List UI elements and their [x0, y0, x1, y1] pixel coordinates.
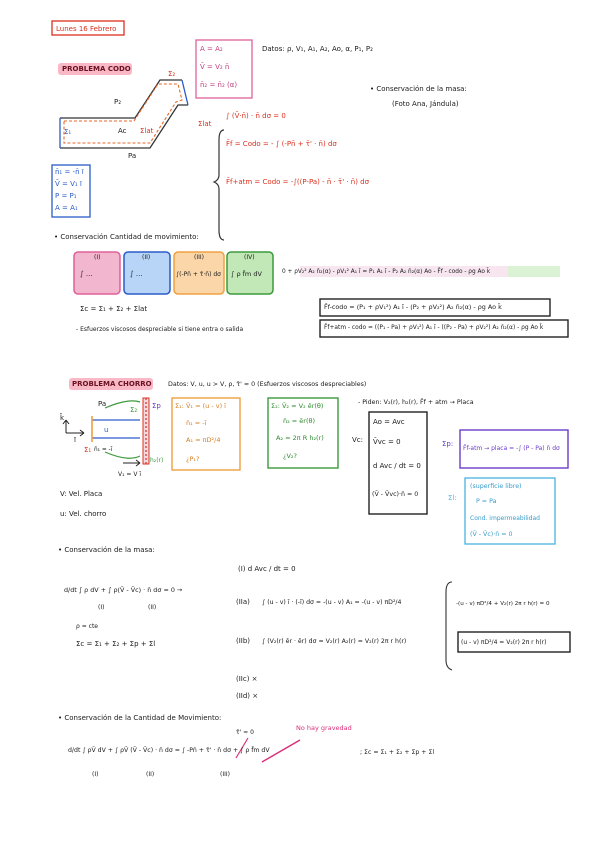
orange-box-3: A₁ = πD²/4: [186, 436, 221, 444]
orange-box-1: Σ₁: V̄₁ = (u - v) ī: [175, 402, 226, 410]
term-content-3: ∫(-Pn̄ + τ̄·n̄) dσ: [176, 271, 221, 278]
mass2-const: ρ = cte: [76, 623, 98, 630]
jet-lines: [92, 420, 140, 438]
green-box-3: A₂ = 2π R h₂(r): [276, 434, 324, 442]
problem2-datos: Datos: V, u, u > V, ρ, τ̄' ≈ 0 (Esfuerzos viscosos despreciables): [168, 381, 367, 388]
vc-line-3: d Avc / dt = 0: [373, 462, 421, 470]
mass2-boxed: (u - v) πD²/4 = V₂(r) 2π r h(r): [461, 639, 547, 646]
momentum2-title: • Conservación de la Cantidad de Movimiento:: [58, 714, 222, 722]
cyan-box-4: (V̄ - V̄c)·n̄ = 0: [470, 531, 513, 538]
mass2-term-i: (I): [98, 604, 105, 611]
sigma-def-1: Σc = Σ₁ + Σ₂ + Σlat: [80, 305, 148, 313]
problem1-title: PROBLEMA CODO: [62, 65, 131, 73]
jet-label-i: ī: [74, 436, 76, 444]
mass-cons-1: • Conservación de la masa:: [370, 85, 467, 93]
mass-note: (Foto Ana, Jándula): [392, 100, 459, 108]
cyan-box-3: Cond. impermeabilidad: [470, 515, 540, 522]
uchorro-note: u: Vel. chorro: [60, 510, 107, 518]
momentum2-no-gravity: No hay gravedad: [296, 724, 352, 732]
viscous-note: - Esfuerzos viscosos despreciable si tiene entra o salida: [76, 326, 244, 333]
term-label-1: (I): [94, 254, 101, 261]
vc-line-1: Ao = Avc: [373, 418, 405, 426]
mass2-i: (I) d Avc / dt = 0: [238, 565, 296, 573]
mass2-iia-eq: ∫ (u - v) ī · (-ī) dσ = -(u - v) A₁ = -(u - v) πD²/4: [262, 599, 402, 606]
green-box-4: ¿V₂?: [283, 452, 297, 460]
vc-line-2: V̄vc = 0: [373, 438, 401, 446]
label-slat-sketch: Σlat: [140, 127, 154, 135]
purple-box-text: F̄f-atm → placa = -∫ (P - Pa) n̄ dσ: [463, 445, 560, 452]
momentum2-eq: d/dt ∫ ρV̄ dV + ∫ ρV̄ (V̄ - V̄c) · n̄ dσ = ∫ -Pn̄ + τ̄' · n̄ dσ + ∫ ρ f̄m dV: [68, 747, 270, 754]
cyan-box-1: (superficie libre): [470, 483, 522, 490]
eq-slat-1: ∫ (V̄·n̄) · n̄ dσ = 0: [226, 112, 286, 120]
mass2-term-ii: (II): [148, 604, 157, 611]
problem2-pide: - Piden: V₂(r), h₂(r), F̄f + atm → Placa: [358, 399, 474, 406]
jet-label-pa: Pa: [98, 400, 107, 408]
vc-line-4: (V̄ - V̄vc)·n̄ = 0: [372, 491, 419, 498]
label-p2: P₂: [114, 98, 122, 106]
eq-slat-2: F̄f = Codo = - ∫ (-Pn̄ + τ̄' · n̄) dσ: [226, 140, 337, 148]
term-content-1: ∫ ...: [80, 270, 93, 278]
label-s1: Σ₁: [64, 128, 72, 136]
mass2-iid: (IId) ×: [236, 692, 259, 700]
result-highlight-green: [508, 266, 560, 277]
brace-1: [214, 130, 224, 240]
jet-label-n1: n̄₁ = -ī: [94, 447, 113, 453]
orange-box-4: ¿P₁?: [186, 455, 200, 463]
term-content-4: ∫ ρ f̄m dV: [231, 270, 262, 278]
mass2-iib-eq: ∫ (V₂(r) ēr · ēr) dσ = V₂(r) A₂(r) = V₂(r) 2π r h(r): [262, 638, 407, 645]
jet-label-s2: Σ₂: [130, 406, 138, 414]
mass2-title: • Conservación de la masa:: [58, 546, 155, 554]
jet-label-s1: Σ₁: [84, 446, 92, 454]
vplaca-note: V: Vel. Placa: [60, 490, 103, 498]
brace-2: [446, 582, 452, 670]
term-label-4: (IV): [244, 254, 255, 261]
term-label-2: (II): [142, 254, 151, 261]
left-box-line-3: P = P₁: [55, 192, 77, 200]
mass2-iic: (IIc) ×: [236, 675, 258, 683]
given-line-2: V̄ = V₂ n̄: [200, 63, 230, 71]
label-pa: Pa: [128, 152, 137, 160]
mass2-iia-label: (IIa): [236, 598, 250, 606]
eq-slat-3: F̄f+atm = Codo = -∫((P-Pa) - n̄ · τ̄' · n̄) dσ: [226, 178, 370, 186]
label-ac: Ac: [118, 127, 127, 135]
result-box-1-text: F̄f-codo = (P₁ + ρV₁²) A₁ ī - (P₂ + ρV₂²) A₂ n̄₂(α) - ρg Ao k̄: [324, 303, 502, 311]
mass2-iib-label: (IIb): [236, 637, 251, 645]
given-line-3: n̄₂ = n̄₂ (α): [200, 81, 238, 89]
jet-label-sp: Σp: [152, 402, 161, 410]
momentum-title-1: • Conservación Cantidad de movimiento:: [54, 233, 199, 241]
slat-label: Σlat: [198, 120, 212, 128]
cyan-box-2: P = Pa: [476, 498, 497, 505]
jet-label-k: k̄: [60, 414, 65, 422]
mass2-sigma: Σc = Σ₁ + Σ₂ + Σp + Σl: [76, 640, 156, 648]
left-box-line-1: n̄₁ = -n̄ ī: [55, 168, 84, 176]
given-line-1: A = A₂: [200, 45, 223, 53]
sl-label: Σl:: [448, 494, 457, 502]
momentum2-tau: τ̄' ≈ 0: [236, 729, 254, 736]
result-box-2-text: F̄f+atm - codo = ((P₁ - Pa) + ρV₁²) A₁ ī - ((P₂ - Pa) + ρV₂²) A₂ n̄₂(α) - ρg Ao k̄: [324, 325, 544, 331]
term-label-3: (III): [194, 254, 204, 261]
label-s2: Σ₂: [168, 70, 176, 78]
orange-box-2: n̄₁ = -ī: [186, 419, 207, 427]
left-box-line-2: V̄ = V₁ ī: [55, 180, 82, 188]
term-content-2: ∫ ...: [130, 270, 143, 278]
problem1-datos: Datos: ρ, V₁, A₁, A₂, Ao, α, P₁, P₂: [262, 45, 373, 53]
jet-label-vu: V₁ = V ī: [118, 471, 142, 478]
mass2-eq: d/dt ∫ ρ dV + ∫ ρ(V̄ - V̄c) · n̄ dσ = 0 →: [64, 586, 183, 594]
date-label: Lunes 16 Febrero: [56, 25, 117, 33]
vc-label: Vc:: [352, 436, 363, 444]
sp-label: Σp:: [442, 440, 454, 448]
problem2-title: PROBLEMA CHORRO: [72, 380, 152, 388]
momentum-result: 0 + ρV₂² A₂ n̄₂(α) - ρV₁² A₁ ī = P₁ A₁ ī - P₂ A₂ n̄₂(α) Ao - F̄f - codo - ρg Ao k̄: [282, 269, 491, 275]
green-box-1: Σ₂: V̄₂ = V₂ ēr(θ): [271, 402, 324, 410]
jet-label-u: u: [104, 426, 109, 434]
jet-label-h: h₂(r): [150, 457, 164, 464]
momentum2-term-iii: (III): [220, 771, 230, 778]
momentum2-term-ii: (II): [146, 771, 155, 778]
plate-vel-arrow: [123, 460, 140, 466]
green-box-2: n̄₂ = ēr(θ): [283, 417, 316, 425]
momentum2-sigma: ; Σc = Σ₁ + Σ₂ + Σp + Σl: [360, 749, 435, 756]
left-box-line-4: A = A₁: [55, 204, 78, 212]
section-2-line: [182, 80, 188, 105]
momentum2-term-i: (I): [92, 771, 99, 778]
mass2-right-eq: -(u - v) πD²/4 + V₂(r) 2π r h(r) = 0: [456, 601, 550, 607]
